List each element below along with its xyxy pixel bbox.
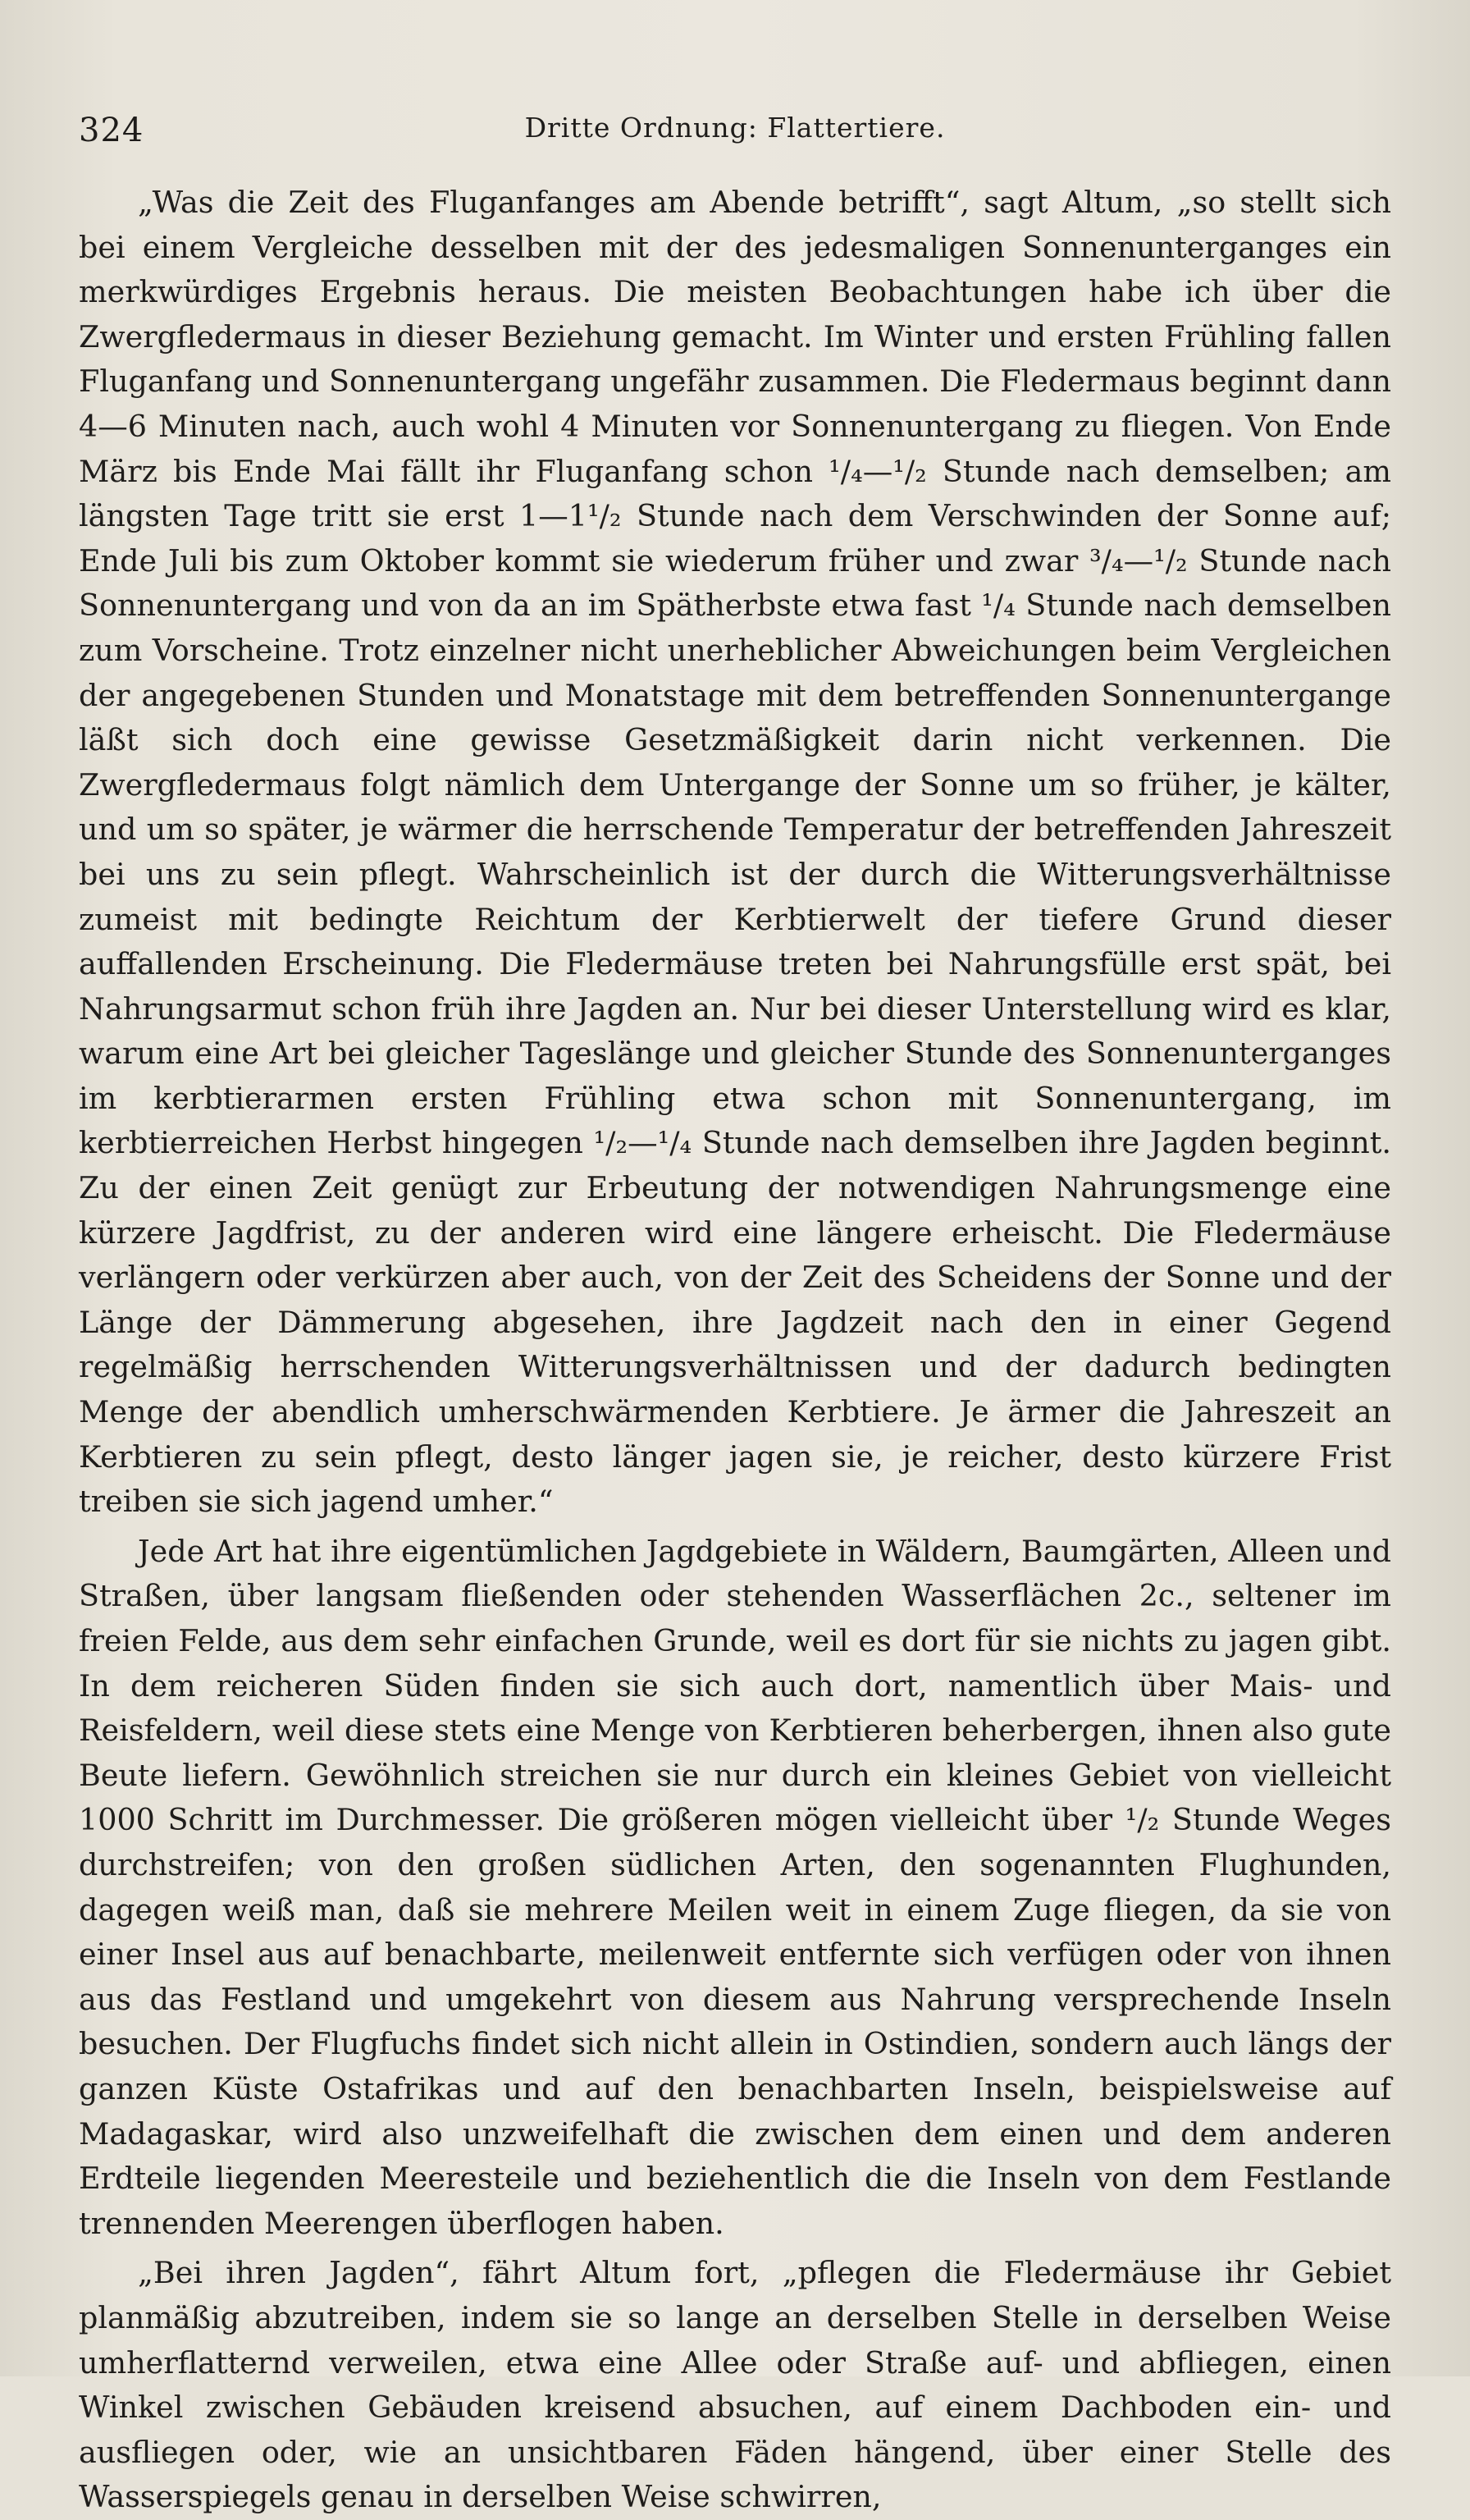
page-number: 324 (79, 112, 144, 149)
paragraph-hunting-method: „Bei ihren Jagden“, fährt Altum fort, „pflegen die Fledermäuse ihr Gebiet planmäßig abzutreiben, indem sie so lange an derselben Stelle in derselben Weise umherflatternd verweilen, etwa eine Allee oder Straße auf- und abfliegen, einen Winkel zwischen Gebäuden kreisend absuchen, auf einem Dachboden ein- und ausfliegen oder, wie an unsichtbaren Fäden hängend, über einer Stelle des Wasserspiegels genau in derselben Weise schwirren, (79, 2255, 1391, 2515)
paragraph-hunting-grounds: Jede Art hat ihre eigentümlichen Jagdgebiete in Wäldern, Baumgärten, Alleen und Straßen, über langsam fließenden oder stehenden Wasserflächen 2c., seltener im freien Felde, aus dem sehr einfachen Grunde, weil es dort für sie nichts zu jagen gibt. In dem reicheren Süden finden sie sich auch dort, namentlich über Mais- und Reisfeldern, weil diese stets eine Menge von Kerbtieren beherbergen, ihnen also gute Beute liefern. Gewöhnlich streichen sie nur durch ein kleines Gebiet von vielleicht 1000 Schritt im Durchmesser. Die größeren mögen vielleicht über ¹/₂ Stunde Weges durchstreifen; von den großen südlichen Arten, den sogenannten Flughunden, dagegen weiß man, daß sie mehrere Meilen weit in einem Zuge fliegen, da sie von einer Insel aus auf benachbarte, meilenweit entfernte sich verfügen oder von ihnen aus das Festland und umgekehrt von diesem aus Nahrung versprechende Inseln besuchen. Der Flugfuchs findet sich nicht allein in Ostindien, sondern auch längs der ganzen Küste Ostafrikas und auf den benachbarten Inseln, beispielsweise auf Madagaskar, wird also unzweifelhaft die zwischen dem einen und dem anderen Erdteile liegenden Meeresteile und beziehentlich die die Inseln von dem Festlande trennenden Meerengen überflogen haben. (79, 1533, 1391, 2241)
page-header (79, 112, 1391, 161)
paragraph-altum-quote: „Was die Zeit des Fluganfanges am Abende betrifft“, sagt Altum, „so stellt sich bei einem Vergleiche desselben mit der des jedesmaligen Sonnenunterganges ein merkwürdiges Ergebnis heraus. Die meisten Beobachtungen habe ich über die Zwergfledermaus in dieser Beziehung gemacht. Im Winter und ersten Frühling fallen Fluganfang und Sonnenuntergang ungefähr zusammen. Die Fledermaus beginnt dann 4—6 Minuten nach, auch wohl 4 Minuten vor Sonnenuntergang zu fliegen. Von Ende März bis Ende Mai fällt ihr Fluganfang schon ¹/₄—¹/₂ Stunde nach demselben; am längsten Tage tritt sie erst 1—1¹/₂ Stunde nach dem Verschwinden der Sonne auf; Ende Juli bis zum Oktober kommt sie wiederum früher und zwar ³/₄—¹/₂ Stunde nach Sonnenuntergang und von da an im Spätherbste etwa fast ¹/₄ Stunde nach demselben zum Vorscheine. Trotz einzelner nicht unerheblicher Abweichungen beim Vergleichen der angegebenen Stunden und Monatstage mit dem betreffenden Sonnenuntergange läßt sich doch eine gewisse Gesetzmäßigkeit darin nicht verkennen. Die Zwergfledermaus folgt nämlich dem Untergange der Sonne um so früher, je kälter, und um so später, je wärmer die herrschende Temperatur der betreffenden Jahreszeit bei uns zu sein pflegt. Wahrscheinlich ist der durch die Witterungsverhältnisse zumeist mit bedingte Reichtum der Kerbtierwelt der tiefere Grund dieser auffallenden Erscheinung. Die Fledermäuse treten bei Nahrungsfülle erst spät, bei Nahrungsarmut schon früh ihre Jagden an. Nur bei dieser Unterstellung wird es klar, warum eine Art bei gleicher Tageslänge und gleicher Stunde des Sonnenunterganges im kerbtierarmen ersten Frühling etwa schon mit Sonnenuntergang, im kerbtierreichen Herbst hingegen ¹/₂—¹/₄ Stunde nach demselben ihre Jagden beginnt. Zu der einen Zeit genügt zur Erbeutung der notwendigen Nahrungsmenge eine kürzere Jagdfrist, zu der anderen wird eine längere erheischt. Die Fledermäuse verlängern oder verkürzen aber auch, von der Zeit des Scheidens der Sonne und der Länge der Dämmerung abgesehen, ihre Jagdzeit nach den in einer Gegend regelmäßig herrschenden Witterungsverhältnissen und der dadurch bedingten Menge der abendlich umherschwärmenden Kerbtiere. Je ärmer die Jahreszeit an Kerbtieren zu sein pflegt, desto länger jagen sie, je reicher, desto kürzere Frist treiben sie sich jagend umher.“ (79, 185, 1391, 1520)
running-head: Dritte Ordnung: Flattertiere. (524, 112, 946, 144)
body-text (79, 181, 1391, 2520)
